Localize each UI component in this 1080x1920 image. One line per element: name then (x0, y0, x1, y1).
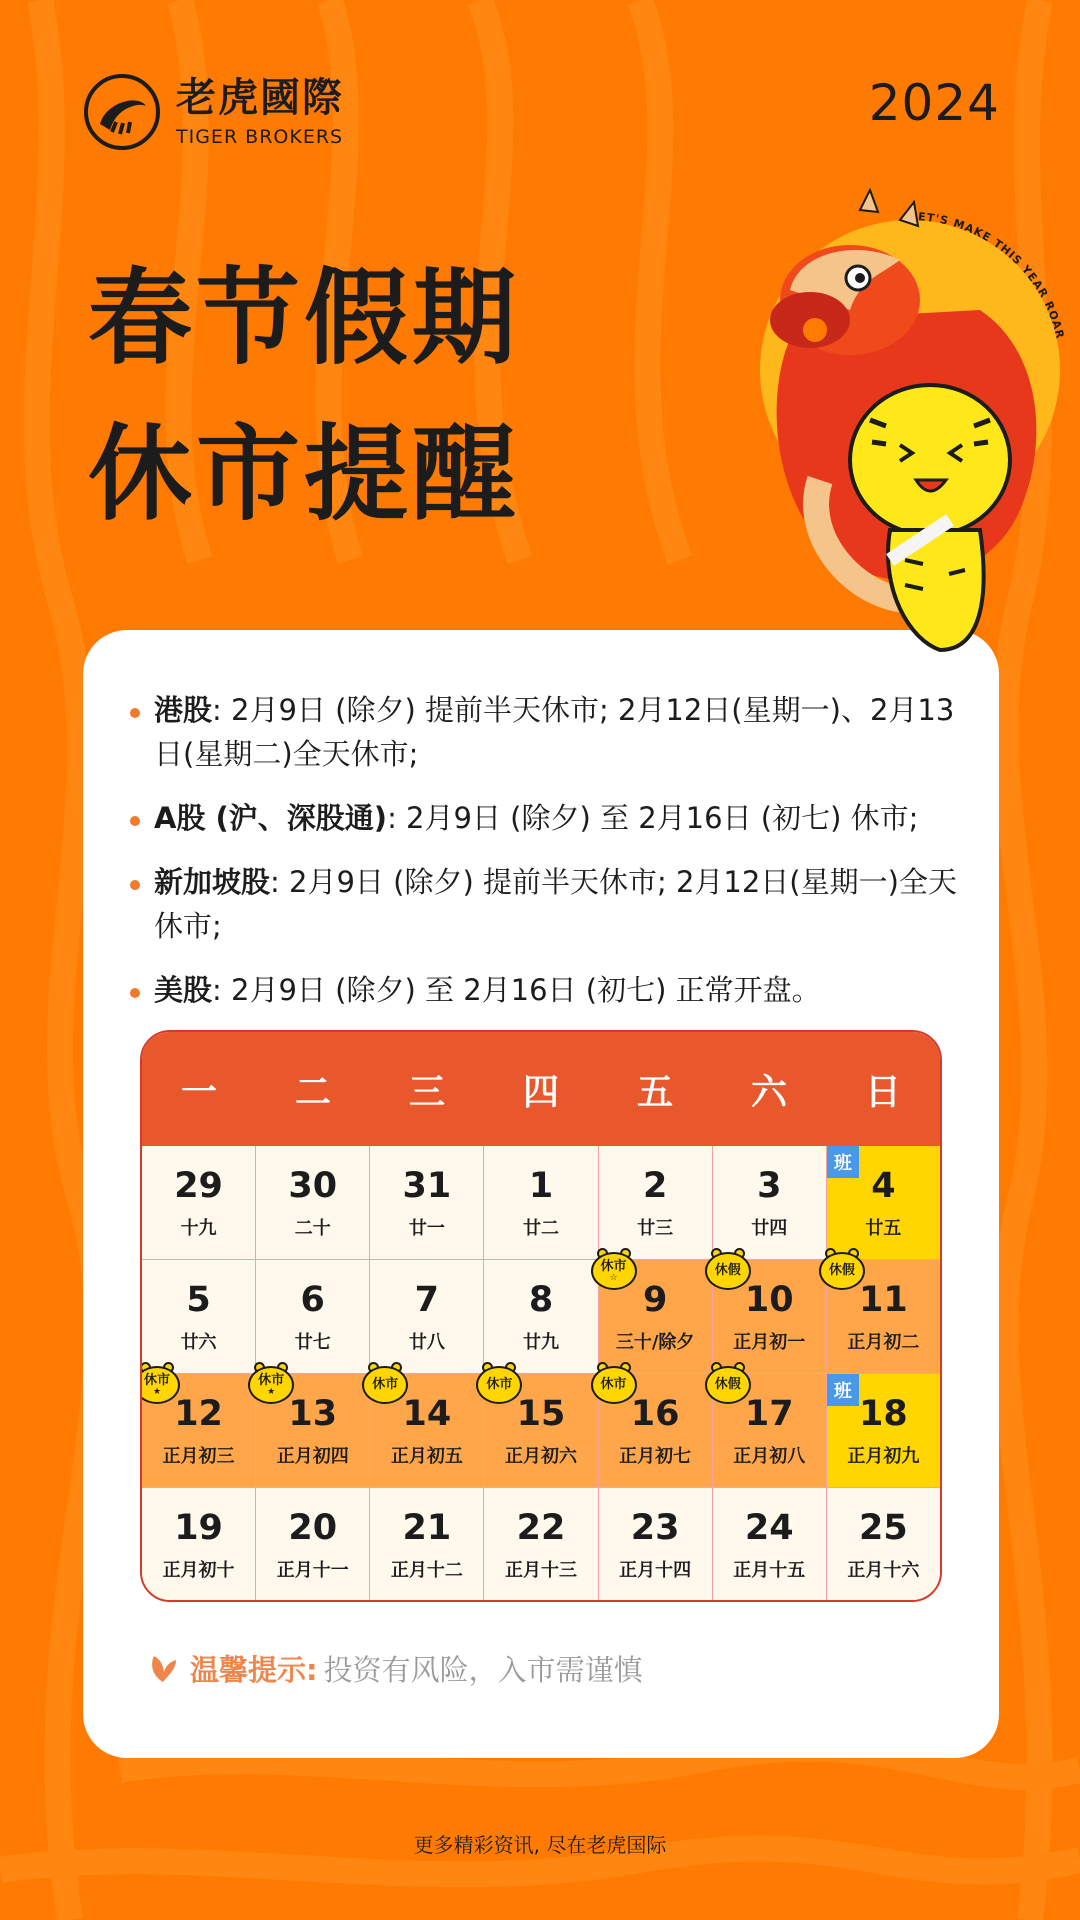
lunar-date: 廿九 (522, 1331, 559, 1353)
day-number: 17 (744, 1393, 794, 1434)
workday-badge: 班 (827, 1374, 859, 1406)
tiger-logo-icon (82, 72, 162, 152)
calendar-day-cell (827, 1146, 940, 1260)
calendar-day-cell (484, 1488, 598, 1602)
lunar-date: 二十 (294, 1217, 331, 1239)
calendar-day-cell (142, 1146, 256, 1260)
tag-label: 休市 (372, 1377, 399, 1392)
day-number: 19 (174, 1508, 223, 1548)
note-market: A股 (沪、深股通) (154, 801, 388, 835)
star-icon: ☆ (609, 1272, 618, 1283)
lunar-date: 廿七 (294, 1331, 331, 1353)
lunar-date: 廿一 (408, 1217, 445, 1239)
day-number: 23 (630, 1508, 680, 1548)
day-number: 24 (744, 1508, 794, 1548)
weekday-tue: 二 (294, 1071, 331, 1113)
calendar-day-cell (370, 1260, 484, 1374)
tag-label: 休市 (143, 1372, 170, 1388)
calendar-day-cell (142, 1374, 256, 1488)
day-number: 14 (402, 1393, 452, 1434)
leaf-icon (146, 1652, 180, 1686)
market-notes-list (130, 688, 960, 1032)
calendar-week-row (142, 1374, 940, 1488)
tiger-tag-icon (476, 1362, 522, 1404)
holiday-calendar (140, 1030, 942, 1602)
lunar-date: 正月初二 (847, 1331, 920, 1353)
lunar-date: 正月十二 (390, 1560, 463, 1581)
lunar-date: 廿五 (865, 1217, 902, 1239)
lunar-date: 正月初七 (619, 1445, 692, 1467)
lunar-date: 正月十四 (619, 1560, 692, 1581)
calendar-day-cell (599, 1374, 713, 1488)
day-number: 13 (288, 1393, 338, 1434)
calendar-day-cell (484, 1260, 598, 1374)
calendar-day-cell (713, 1146, 827, 1260)
lunar-date: 正月初十 (162, 1560, 235, 1581)
brand-logo (82, 72, 344, 152)
calendar-day-cell (484, 1146, 598, 1260)
calendar-day-cell (713, 1260, 827, 1374)
lunar-date: 正月初八 (733, 1445, 806, 1467)
lunar-date: 正月初九 (847, 1445, 920, 1467)
calendar-day-cell (599, 1488, 713, 1602)
day-number: 29 (174, 1165, 223, 1206)
page-title (88, 240, 520, 552)
bullet-dot (130, 988, 140, 998)
lunar-date: 廿二 (522, 1217, 559, 1239)
calendar-day-cell (713, 1374, 827, 1488)
lunar-date: 廿六 (180, 1331, 217, 1353)
day-number: 2 (642, 1165, 668, 1206)
day-number: 11 (859, 1279, 908, 1320)
tag-label: 休假 (714, 1377, 741, 1392)
tiger-tag-icon (819, 1248, 865, 1290)
note-text: : 2月9日 (除夕) 提前半天休市; 2月12日(星期一)全天休市; (154, 865, 957, 943)
day-number: 10 (744, 1279, 794, 1320)
day-number: 3 (757, 1165, 782, 1206)
title-line-2: 休市提醒 (88, 413, 521, 535)
calendar-body (142, 1146, 940, 1602)
calendar-day-cell (827, 1260, 940, 1374)
day-number: 25 (859, 1508, 908, 1548)
calendar-day-cell (484, 1374, 598, 1488)
calendar-day-cell (256, 1146, 370, 1260)
calendar-day-cell (370, 1374, 484, 1488)
calendar-weekday-header (142, 1032, 940, 1146)
calendar-day-cell (256, 1488, 370, 1602)
day-number: 12 (174, 1393, 223, 1434)
bullet-dot (130, 880, 140, 890)
day-number: 18 (859, 1393, 908, 1434)
dragon-tiger-mascot-illustration (740, 180, 1080, 690)
title-line-1: 春节假期 (88, 257, 521, 379)
day-number: 7 (414, 1279, 440, 1320)
weekday-wed: 三 (408, 1071, 445, 1113)
warm-tip (146, 1648, 643, 1689)
day-number: 8 (528, 1279, 554, 1320)
day-number: 20 (288, 1508, 338, 1548)
bullet-dot (130, 816, 140, 826)
note-text: : 2月9日 (除夕) 提前半天休市; 2月12日(星期一)、2月13日(星期二)全天休市; (154, 693, 955, 771)
calendar-week-row (142, 1260, 940, 1374)
note-sg-stocks (130, 860, 960, 948)
lunar-date: 十九 (180, 1217, 217, 1239)
lunar-date: 廿八 (408, 1331, 445, 1353)
lunar-date: 正月十六 (847, 1560, 920, 1581)
calendar-day-cell (142, 1260, 256, 1374)
tiger-tag-icon (248, 1362, 294, 1404)
note-a-shares (130, 796, 960, 840)
calendar-day-cell (827, 1488, 940, 1602)
tag-label: 休市 (600, 1377, 627, 1392)
calendar-day-cell (713, 1488, 827, 1602)
star-icon: ★ (152, 1386, 162, 1397)
lunar-date: 正月十三 (504, 1560, 577, 1581)
mascot-ring-text: ET'S MAKE THIS YEAR ROAR (917, 210, 1067, 341)
note-market: 新加坡股 (154, 865, 271, 899)
calendar-day-cell (370, 1488, 484, 1602)
weekday-fri: 五 (636, 1071, 673, 1113)
day-number: 4 (871, 1165, 896, 1206)
tiger-tag-icon (705, 1362, 751, 1404)
note-text: : 2月9日 (除夕) 至 2月16日 (初七) 休市; (387, 801, 919, 835)
lunar-date: 正月十五 (733, 1560, 806, 1581)
tip-label: 温馨提示: (190, 1653, 318, 1687)
weekday-sat: 六 (750, 1071, 787, 1113)
note-us-stocks (130, 968, 960, 1012)
day-number: 9 (642, 1279, 668, 1320)
calendar-day-cell (370, 1146, 484, 1260)
lunar-date: 廿三 (637, 1217, 674, 1239)
lunar-date: 正月初一 (733, 1331, 806, 1353)
day-number: 22 (516, 1508, 566, 1548)
tiger-tag-icon (591, 1248, 637, 1290)
weekday-thu: 四 (522, 1071, 559, 1113)
tag-label: 休市 (486, 1377, 513, 1392)
day-number: 1 (528, 1165, 554, 1206)
calendar-day-cell (256, 1260, 370, 1374)
calendar-day-cell (599, 1260, 713, 1374)
day-number: 15 (516, 1393, 566, 1434)
lunar-date: 正月初六 (504, 1445, 577, 1467)
calendar-day-cell (827, 1374, 940, 1488)
day-number: 16 (630, 1393, 680, 1434)
calendar-day-cell (599, 1146, 713, 1260)
day-number: 5 (186, 1279, 211, 1320)
tiger-tag-icon (705, 1248, 751, 1290)
tiger-tag-icon (140, 1362, 180, 1404)
calendar-day-cell (256, 1374, 370, 1488)
day-number: 30 (288, 1165, 338, 1206)
tiger-tag-icon (591, 1362, 637, 1404)
note-hk-stocks (130, 688, 960, 776)
tiger-tag-icon (362, 1362, 408, 1404)
lunar-date: 廿四 (751, 1217, 788, 1239)
lunar-date: 正月初三 (162, 1445, 235, 1467)
bullet-dot (130, 708, 140, 718)
weekday-mon: 一 (180, 1071, 217, 1113)
lunar-date: 正月初五 (390, 1445, 463, 1467)
tag-label: 休假 (828, 1263, 855, 1278)
calendar-week-row (142, 1146, 940, 1260)
note-text: : 2月9日 (除夕) 至 2月16日 (初七) 正常开盘。 (212, 973, 821, 1007)
lunar-date: 正月初四 (276, 1445, 349, 1467)
tag-label: 休市 (600, 1258, 627, 1274)
day-number: 6 (300, 1279, 325, 1320)
calendar-day-cell (142, 1488, 256, 1602)
tip-message: 投资有风险，入市需谨慎 (323, 1653, 643, 1687)
lunar-date: 正月十一 (276, 1560, 349, 1581)
day-number: 21 (402, 1508, 452, 1548)
day-number: 31 (402, 1165, 452, 1206)
star-icon: ★ (267, 1386, 276, 1397)
weekday-sun: 日 (864, 1071, 901, 1113)
workday-badge: 班 (827, 1146, 859, 1178)
brand-name-en: TIGER BROKERS (176, 126, 344, 148)
note-market: 港股 (154, 693, 213, 727)
year-label: 2024 (868, 74, 1000, 132)
footer-text: 更多精彩资讯, 尽在老虎国际 (413, 1833, 667, 1857)
tag-label: 休市 (258, 1372, 285, 1388)
lunar-date: 三十/除夕 (615, 1331, 695, 1353)
note-market: 美股 (154, 973, 213, 1007)
tag-label: 休假 (714, 1263, 741, 1278)
brand-name-cn: 老虎國際 (176, 75, 344, 121)
calendar-week-row (142, 1488, 940, 1602)
